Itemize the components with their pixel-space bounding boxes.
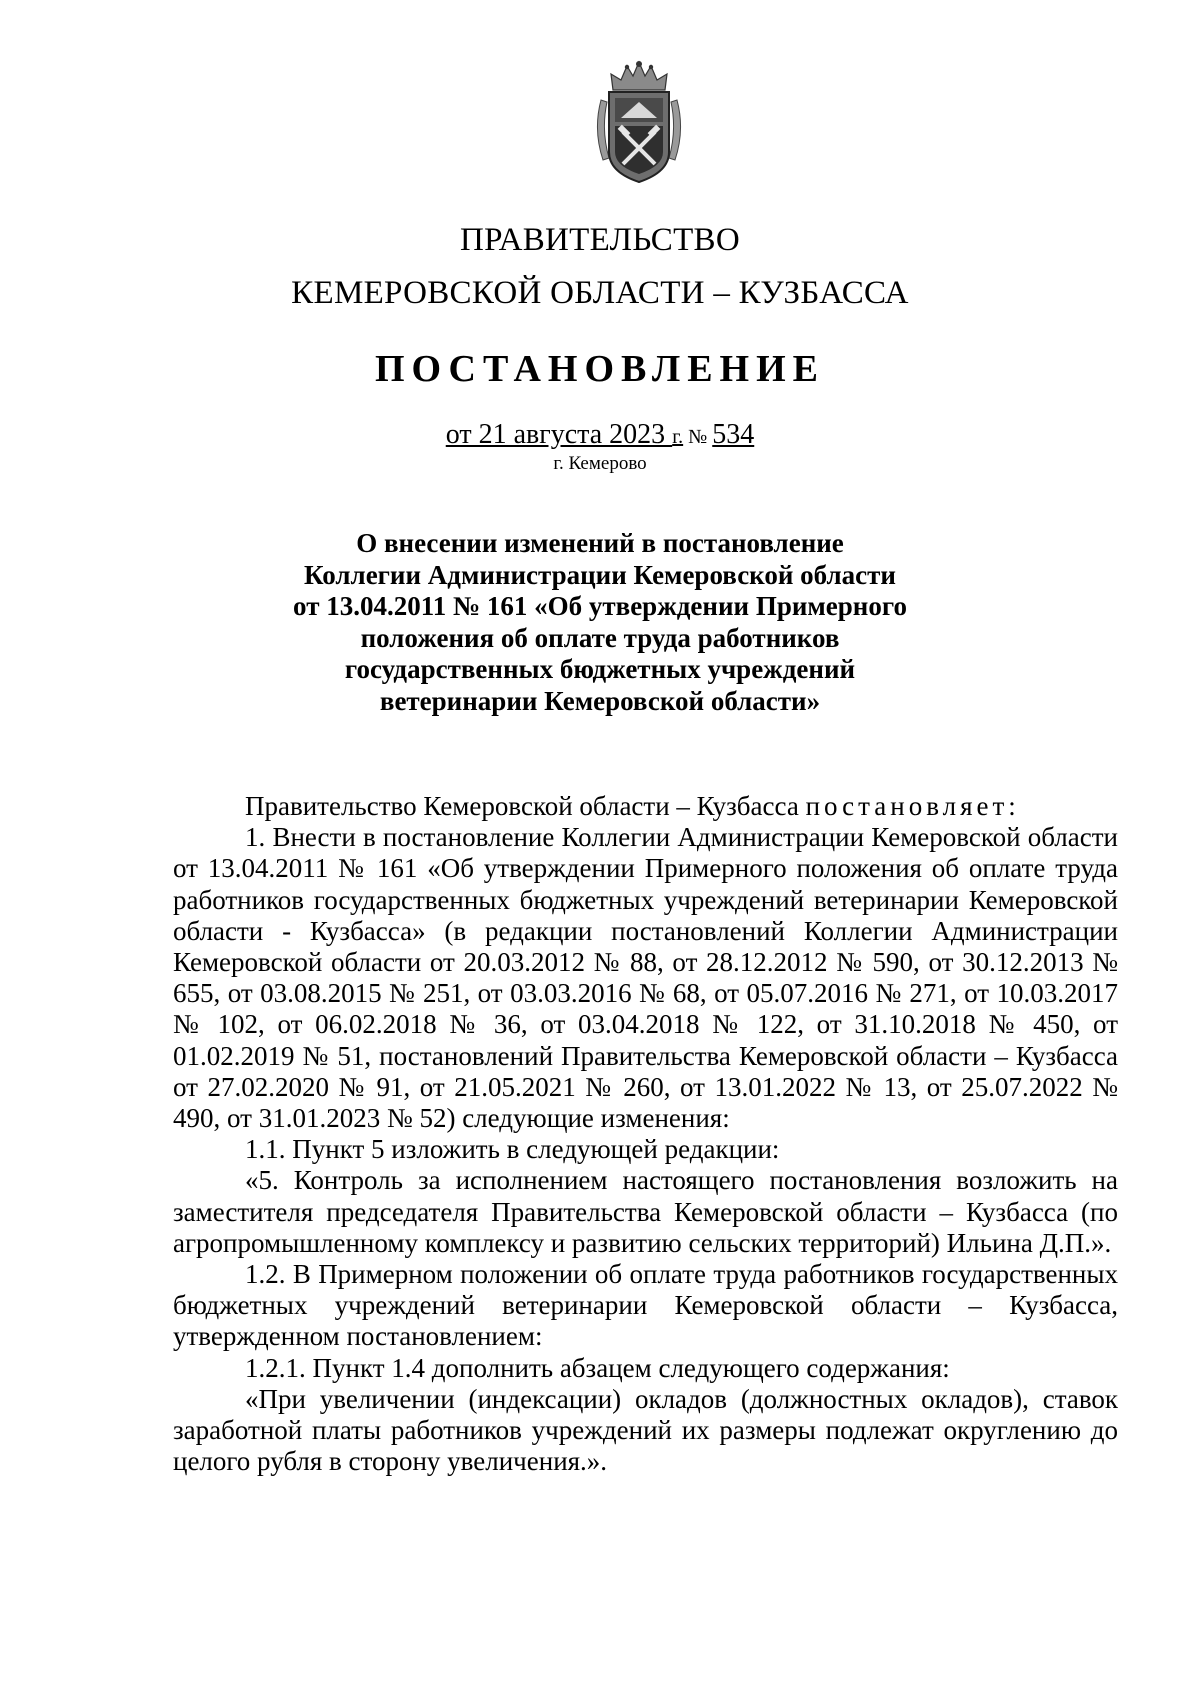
title-line: положения об оплате труда работников — [360, 622, 840, 653]
coat-of-arms-emblem — [591, 60, 687, 184]
title-line: ветеринарии Кемеровской области» — [379, 685, 821, 716]
document-number: 534 — [712, 419, 755, 450]
preamble-paragraph — [173, 791, 1118, 822]
body-paragraph: 1.2. В Примерном положении об оплате труда работников государственных бюджетных учреждений ветеринарии Кемеровской области – Кузбасса, утвержденном постановлением: — [173, 1259, 1118, 1352]
document-title — [200, 528, 1000, 717]
document-body — [173, 791, 1118, 1477]
year-suffix: г. — [672, 426, 684, 448]
body-paragraph: 1.1. Пункт 5 изложить в следующей редакции: — [245, 1134, 780, 1165]
title-line: от 13.04.2011 № 161 «Об утверждении Примерного — [293, 591, 907, 621]
title-line: О внесении изменений в постановление — [356, 528, 844, 558]
document-date: от 21 августа 2023 — [445, 419, 673, 450]
body-paragraph: 1.2.1. Пункт 1.4 дополнить абзацем следующего содержания: — [245, 1352, 950, 1383]
title-line: государственных бюджетных учреждений — [344, 654, 856, 684]
preamble-decree-word: постановляет: — [805, 791, 1020, 821]
document-city: г. Кемерово — [553, 453, 647, 474]
number-sign: № — [683, 426, 713, 448]
organization-name-line-2: КЕМЕРОВСКОЙ ОБЛАСТИ – КУЗБАССА — [291, 275, 909, 311]
body-paragraph: 1. Внести в постановление Коллегии Администрации Кемеровской области от 13.04.2011 № 161 «Об утверждении Примерного положения об оплате труда работников государственных бюджетных учреждений ветеринарии Кемеровской области - Кузбасса» (в редакции постановлений Коллегии Администрации Кемеровской области от 20.03.2012 № 88, от 28.12.2012 № 590, от 30.12.2013 № 655, от 03.08.2015 № 251, от 03.03.2016 № 68, от 05.07.2016 № 271, от 10.03.2017 № 102, от 06.02.2018 № 36, от 03.04.2018 № 122, от 31.10.2018 № 450, от 01.02.2019 № 51, постановлений Правительства Кемеровской области – Кузбасса от 27.02.2020 № 91, от 21.05.2021 № 260, от 13.01.2022 № 13, от 25.07.2022 № 490, от 31.01.2023 № 52) следующие изменения: — [173, 822, 1118, 1134]
body-paragraph: «5. Контроль за исполнением настоящего постановления возложить на заместителя председателя Правительства Кемеровской области – Кузбасса (по агропромышленному комплексу и развитию сельских территорий) Ильина Д.П.». — [173, 1165, 1118, 1258]
document-type-heading: ПОСТАНОВЛЕНИЕ — [374, 348, 826, 390]
title-line: Коллегии Администрации Кемеровской области — [304, 559, 896, 590]
date-number-line — [0, 418, 1200, 454]
organization-name-line-1: ПРАВИТЕЛЬСТВО — [460, 222, 740, 258]
preamble-text: Правительство Кемеровской области – Кузбасса — [245, 791, 806, 821]
body-paragraph: «При увеличении (индексации) окладов (должностных окладов), ставок заработной платы работников учреждений их размеры подлежат округлению до целого рубля в сторону увеличения.». — [173, 1383, 1118, 1477]
